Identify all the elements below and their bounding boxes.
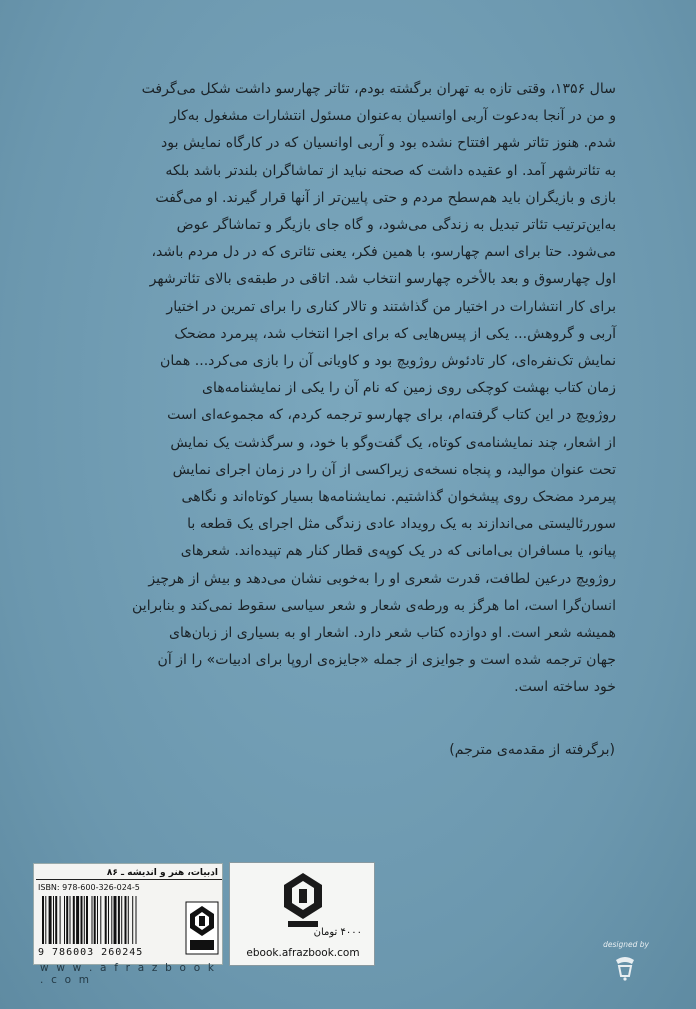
blurb-line: آربی و گروهش... یکی از پیس‌هایی که برای اجرا انتخاب شد، پیرمرد مضحک <box>174 325 616 342</box>
blurb-line: همیشه شعر است. او دوازده کتاب شعر دارد. اشعار او به بسیاری از زبان‌های <box>168 625 616 642</box>
barcode-icon <box>40 896 180 946</box>
publisher-logo-icon <box>276 869 330 929</box>
blurb-text <box>96 76 616 702</box>
series-label: ادبیات، هنر و اندیشه ـ ۸۶ <box>36 866 222 880</box>
blurb-line: می‌شود. حتا برای اسم چهارسو، با همین فکر، یعنی تئاتری که در دل مردم باشد، <box>151 244 616 261</box>
blurb-line: شدم. هنوز تئاتر شهر افتتاح نشده بود و آربی اوانسیان که در کارگاه نمایش بود <box>161 135 616 152</box>
isbn-text: ISBN: 978-600-326-024-5 <box>38 883 140 892</box>
blurb-line: پیانو، یا مسافران بی‌امانی که در یک کوپه‌ی قطار کنار هم تپیده‌اند. شعرهای <box>180 543 616 560</box>
barcode-digits: 9 786003 260245 <box>38 947 144 958</box>
blurb-line: روژویچ درعین لطافت، قدرت شعری او را به‌خوبی نشان می‌دهد و بیش از هرچیز <box>148 570 616 587</box>
blurb-line: خود ساخته است. <box>514 679 616 696</box>
designer-logo-icon <box>610 952 640 982</box>
blurb-line: زمان کتاب بهشت کوچکی روی زمین که نام آن را یکی از نمایشنامه‌های <box>202 380 616 397</box>
price-label: ۴۰۰۰ تومان <box>313 927 362 938</box>
blurb-line: به تئاترشهر آمد. او عقیده داشت که صحنه نباید از تماشاگران بلندتر باشد بلکه <box>165 162 616 179</box>
blurb-line: پیرمرد مضحک روی پیشخوان گذاشتیم. نمایشنامه‌ها بسیار کوتاه‌اند و نگاهی <box>181 489 616 506</box>
blurb-line: و من در آنجا به‌دعوت آربی اوانسیان به‌عنوان مسئول انتشارات مشغول به‌کار <box>169 108 616 125</box>
designer-credit: designed by <box>603 940 649 949</box>
blurb-line: نمایش تک‌نفره‌ای، کار تادئوش روژویچ بود و کاویانی آن را بازی می‌کرد... همان <box>160 353 616 370</box>
blurb-line: به‌این‌ترتیب تئاتر تبدیل به زندگی می‌شود، و گاه جای بازیگر و تماشاگر عوض <box>176 217 616 234</box>
ebook-website: ebook.afrazbook.com <box>246 947 360 959</box>
blurb-line: جهان ترجمه شده است و جوایزی از جمله «جایزه‌ی اروپا برای ادبیات» را از آن <box>157 652 616 669</box>
source-note: (برگرفته از مقدمه‌ی مترجم) <box>449 742 615 758</box>
blurb-line: برای کار انتشارات در اختیار من گذاشتند و تالار کناری را برای تمرین در اختیار <box>166 298 616 315</box>
blurb-line: اول چهارسوق و بعد بالأخره چهارسو انتخاب شد. اتاقی در طبقه‌ی بالای تئاترشهر <box>149 271 616 288</box>
blurb-line: سال ۱۳۵۶، وقتی تازه به تهران برگشته بودم، تئاتر چهارسو داشت شکل می‌گرفت <box>141 81 616 97</box>
blurb-line: سوررئالیستی می‌اندازند به یک رویداد عادی زندگی مثل اجرای یک قطعه با <box>187 516 616 533</box>
blurb-line: از اشعار، چند نمایشنامه‌ی کوتاه، یک گفت‌وگو با خود، و سرگذشت یک نمایش <box>170 434 616 451</box>
blurb-line: روژویچ در این کتاب گرفته‌ام، برای چهارسو ترجمه کردم، که مجموعه‌ای است <box>167 407 616 424</box>
blurb-line: انسان‌گرا است، اما هرگز به ورطه‌ی شعار و شعر سیاسی سقوط نمی‌کند و بنابراین <box>132 597 616 614</box>
publisher-logo-icon <box>184 900 220 956</box>
price-card <box>229 862 375 966</box>
publisher-url: w w w . a f r a z b o o k . c o m <box>40 962 217 986</box>
blurb-line: بازی و بازیگران باید هم‌سطح مردم و حتی پایین‌تر از آنها قرار گیرند. او می‌گفت <box>155 189 616 206</box>
barcode-sticker <box>33 863 223 965</box>
blurb-line: تحت عنوان مواليد، و پنجاه نسخه‌ی زیراکسی از آن را در زمان اجرای نمایش <box>172 461 616 478</box>
